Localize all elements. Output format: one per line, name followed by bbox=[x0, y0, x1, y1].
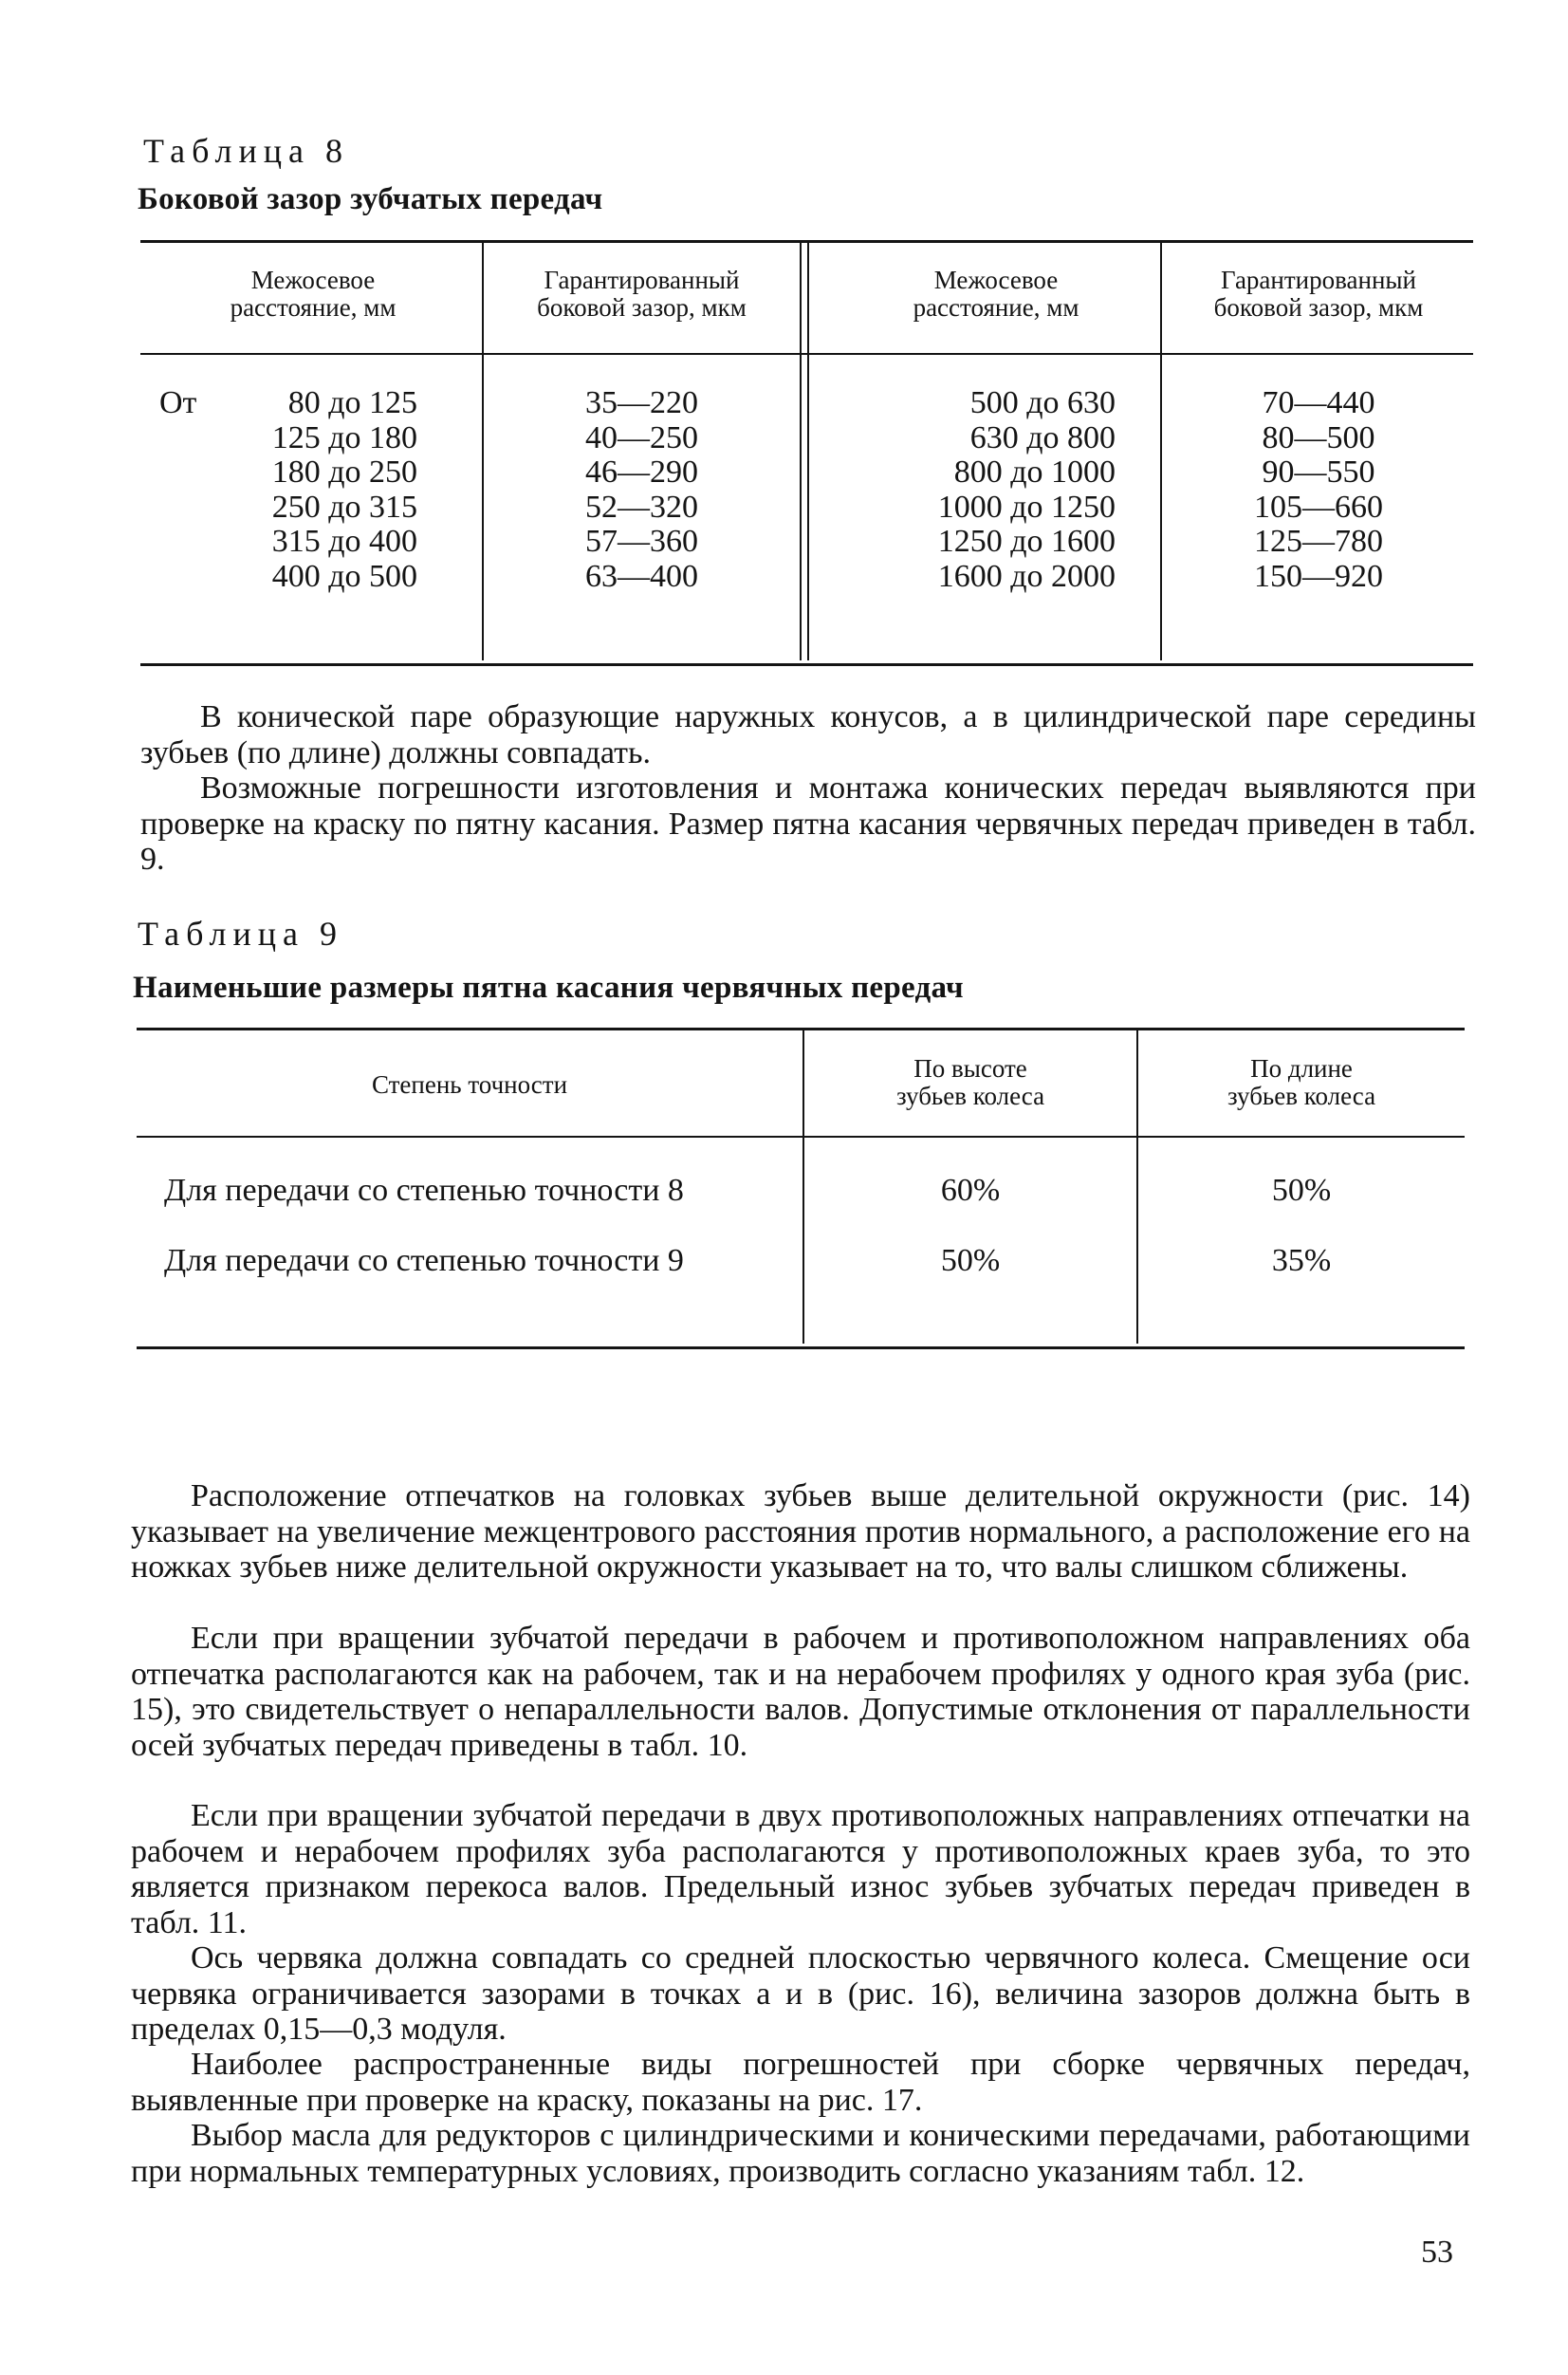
table8-header-distance: Межосевое расстояние, мм bbox=[913, 266, 1079, 322]
table9-bottom-rule bbox=[137, 1346, 1465, 1349]
table9-row-length: 50% bbox=[1271, 1173, 1332, 1208]
table9-header-length: По длине зубьев колеса bbox=[1227, 1054, 1376, 1110]
table8-bottom-rule bbox=[140, 663, 1473, 666]
paragraph-text: Расположение отпечатков на головках зубьев выше делительной окружности (рис. 14) указывает на увеличение межцентрового расстояния против нормального, а расположение его на ножках зубьев ниже делительной окружности указывает на то, что валы слишком сближены. bbox=[131, 1478, 1470, 1585]
paragraph-text: Если при вращении зубчатой передачи в рабочем и противоположном направлениях оба отпечатка располагаются как на рабочем, так и на нерабочем профилях у одного края зуба (рис. 15), это свидетельствует о непараллельности валов. Допустимые отклонения от параллельности осей зубчатых передач приведены в табл. 10. bbox=[131, 1621, 1470, 1763]
paragraph bbox=[131, 1940, 1470, 2048]
table8-title: Боковой зазор зубчатых передач bbox=[138, 182, 603, 216]
table9-top-rule bbox=[137, 1028, 1465, 1030]
table8-header-distance: Межосевое расстояние, мм bbox=[230, 266, 397, 322]
table9-header-rule bbox=[137, 1136, 1465, 1138]
paragraph bbox=[140, 770, 1476, 878]
paragraph-text: Возможные погрешности изготовления и монтажа конических передач выявляются при проверке на краску по пятну касания. Размер пятна касания червячных передач приведен в табл. 9. bbox=[140, 770, 1476, 877]
table9-row-label: Для передачи со степенью точности 8 bbox=[164, 1173, 684, 1208]
table9-row-height: 50% bbox=[940, 1243, 1001, 1278]
table8-double-divider-a bbox=[800, 243, 802, 660]
table9-header-height: По высоте зубьев колеса bbox=[895, 1054, 1045, 1110]
paragraph bbox=[131, 1478, 1470, 1586]
table8-label: Таблица 8 bbox=[143, 132, 349, 170]
paragraph bbox=[140, 699, 1476, 770]
paragraph-text: В конической паре образующие наружных конусов, а в цилиндрической паре середины зубьев (по длине) должны совпадать. bbox=[140, 699, 1476, 770]
table9-label: Таблица 9 bbox=[138, 915, 343, 953]
table8-distance-values: 80 до 125 125 до 180 180 до 250 250 до 315 315 до 400 400 до 500 bbox=[271, 385, 417, 594]
table9-row-height: 60% bbox=[940, 1173, 1001, 1208]
table8-backlash-values: 70—440 80—500 90—550 105—660 125—780 150—920 bbox=[1254, 385, 1383, 594]
table9-row-length: 35% bbox=[1271, 1243, 1332, 1278]
table8-distance-values: 500 до 630 630 до 800 800 до 1000 1000 до 1250 1250 до 1600 1600 до 2000 bbox=[937, 385, 1116, 594]
paragraph bbox=[131, 1798, 1470, 1940]
table9-row-label: Для передачи со степенью точности 9 bbox=[164, 1243, 684, 1278]
paragraph bbox=[131, 2047, 1470, 2118]
paragraph-text: Ось червяка должна совпадать со средней плоскостью червячного колеса. Смещение оси червяка ограничивается зазорами в точках а и в (рис. 16), величина зазоров должна быть в пределах 0,15—0,3 модуля. bbox=[131, 1940, 1470, 2047]
paragraph-text: Наиболее распространенные виды погрешностей при сборке червячных передач, выявленные при проверке на краску, показаны на рис. 17. bbox=[131, 2047, 1470, 2118]
paragraph-text: Если при вращении зубчатой передачи в двух противоположных направлениях отпечатки на рабочем и нерабочем профилях зуба располагаются у противоположных краев зуба, то это является признаком перекоса валов. Предельный износ зубьев зубчатых передач приведен в табл. 11. bbox=[131, 1798, 1470, 1940]
table8-from-label: От bbox=[159, 385, 197, 420]
table9-title: Наименьшие размеры пятна касания червячных передач bbox=[133, 971, 964, 1005]
paragraph bbox=[131, 2118, 1470, 2189]
paragraph-text: Выбор масла для редукторов с цилиндрическими и коническими передачами, работающими при нормальных температурных условиях, производить согласно указаниям табл. 12. bbox=[131, 2118, 1470, 2189]
table8-header-backlash: Гарантированный боковой зазор, мкм bbox=[1213, 266, 1424, 322]
table8-header-backlash: Гарантированный боковой зазор, мкм bbox=[537, 266, 747, 322]
table9-header-accuracy: Степень точности bbox=[371, 1070, 568, 1099]
table8-double-divider-b bbox=[807, 243, 809, 660]
table8-backlash-values: 35—220 40—250 46—290 52—320 57—360 63—400 bbox=[585, 385, 698, 594]
page-number: 53 bbox=[1421, 2235, 1453, 2270]
paragraph bbox=[131, 1621, 1470, 1763]
